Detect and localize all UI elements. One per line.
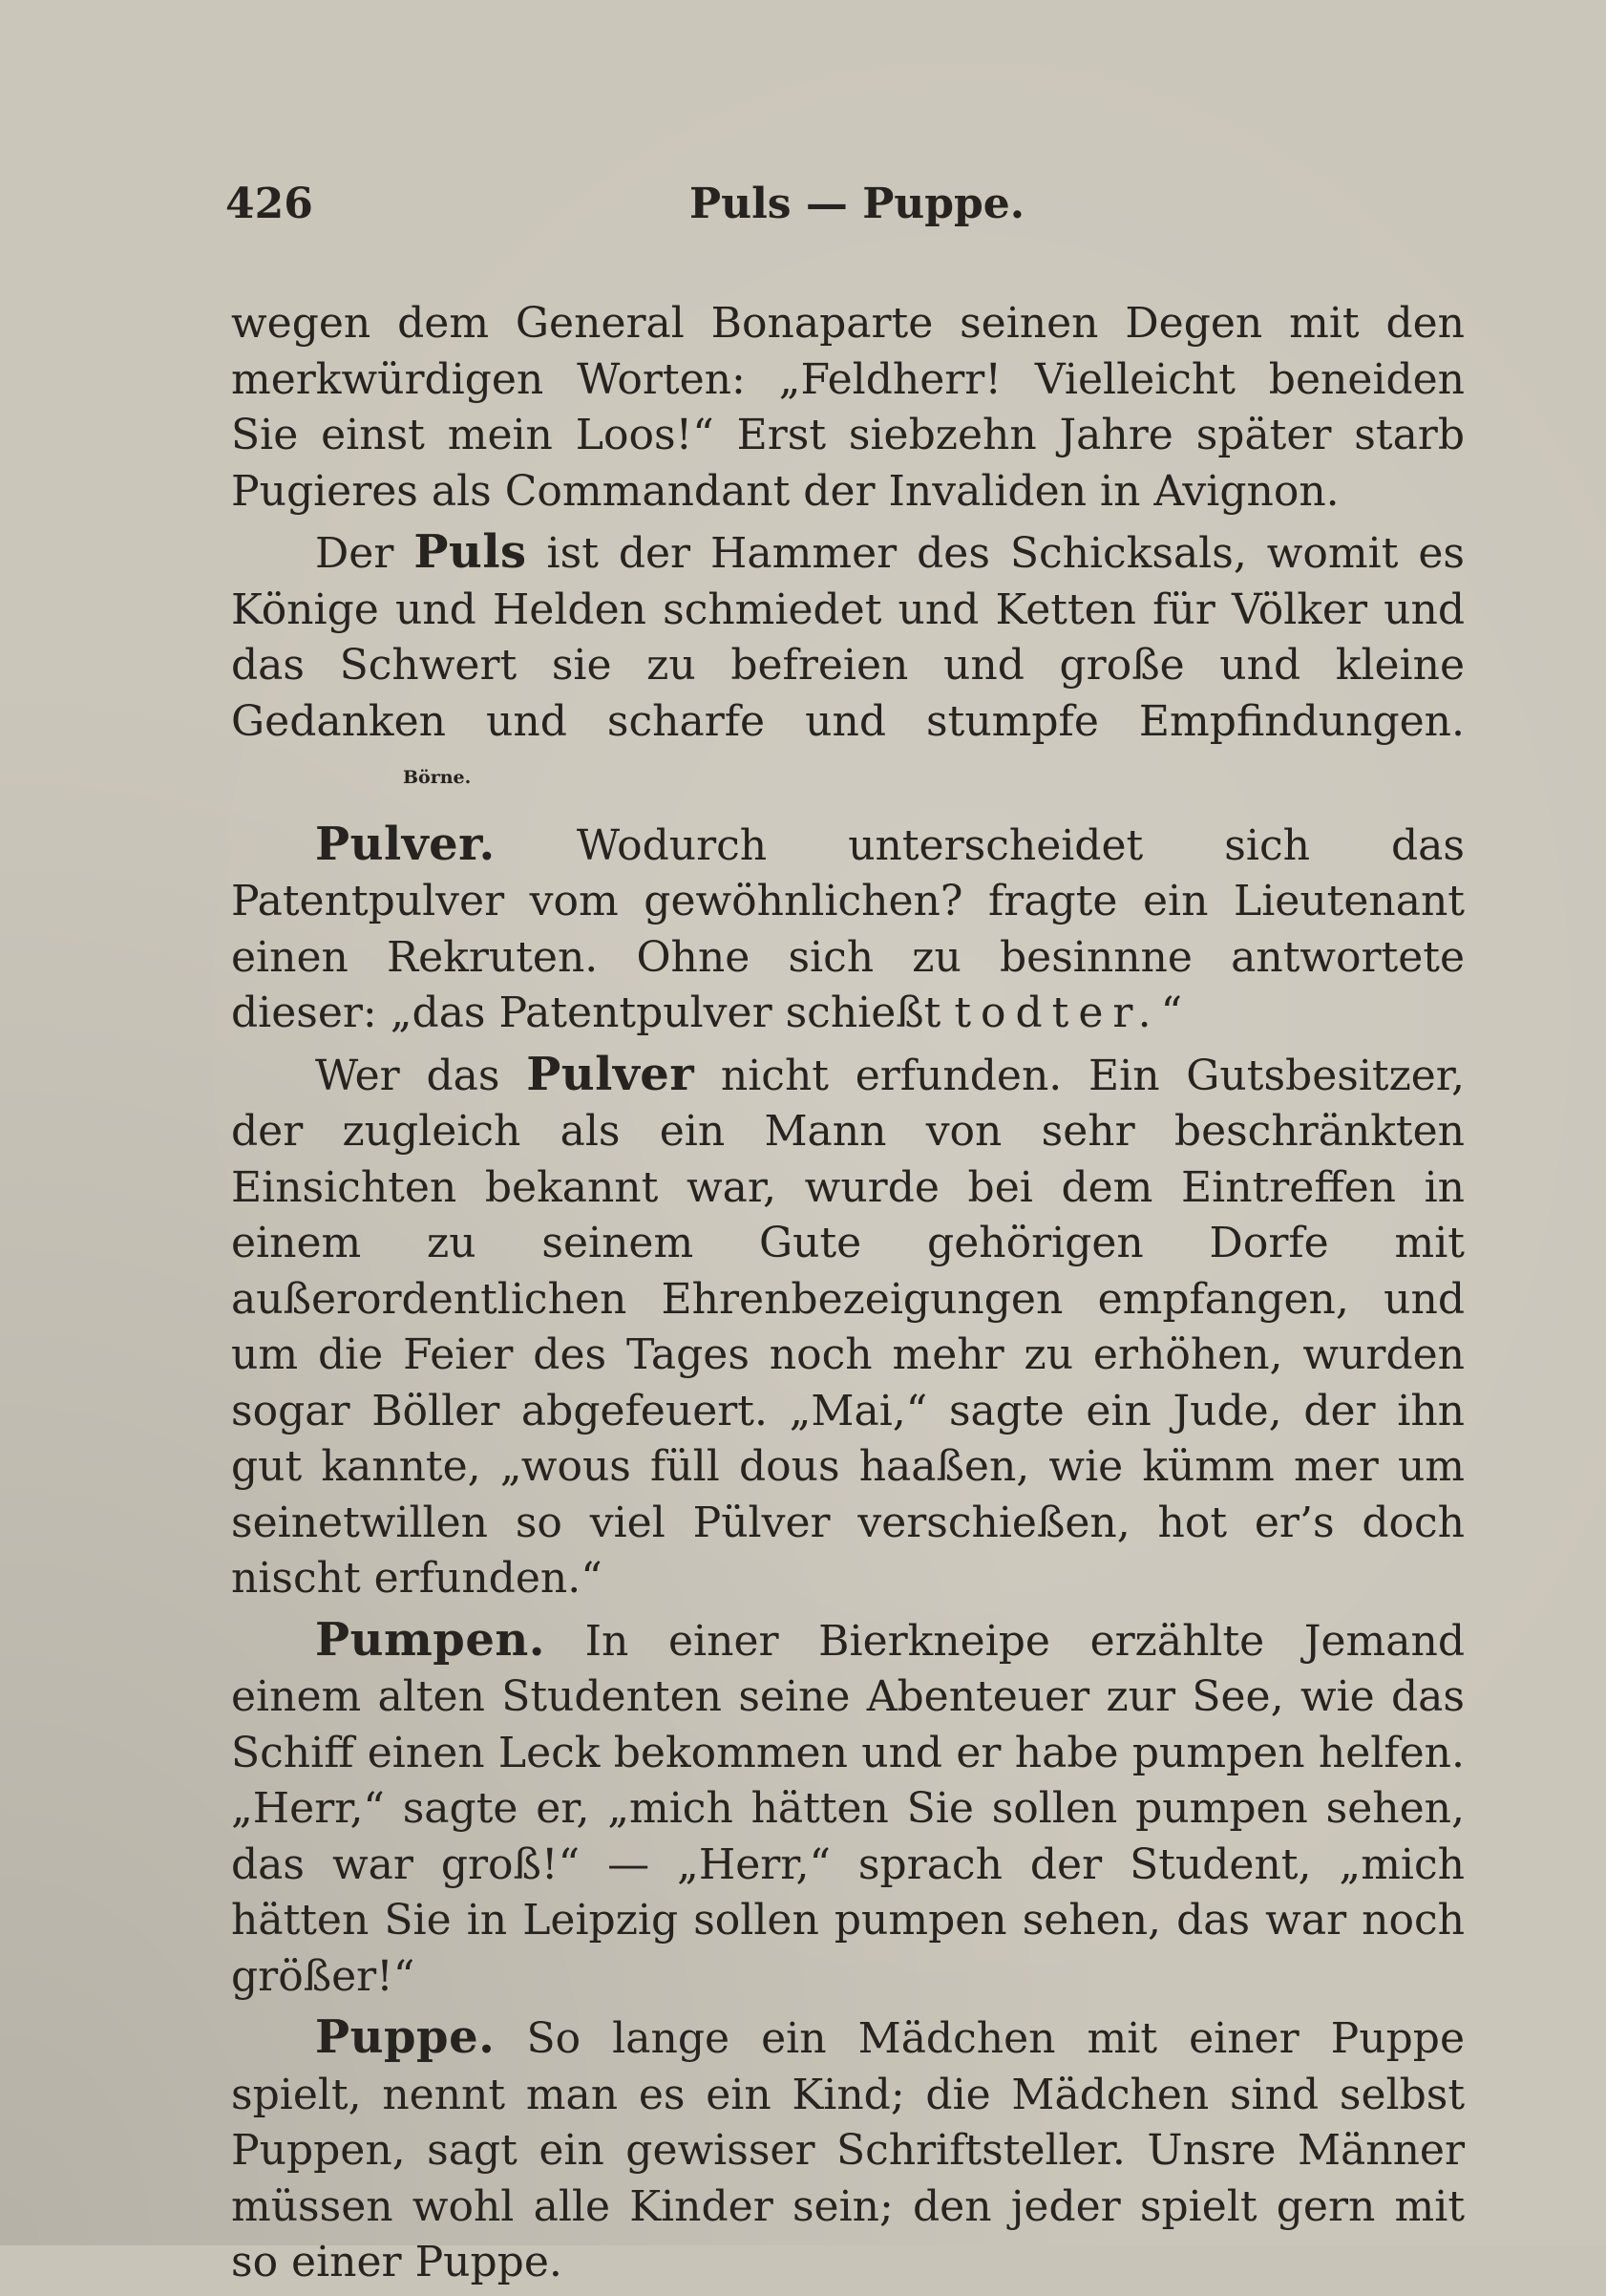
entry-puls <box>231 524 1465 812</box>
entry-keyword: Puls <box>413 525 527 579</box>
entry-keyword: Pumpen. <box>315 1612 545 1667</box>
page-number: 426 <box>225 180 313 228</box>
entry-text: ist der Hammer des Schicksals, womit es Könige und Helden schmiedet und Ketten für Völker und das Schwert sie zu befreien und große und kleine Gedanken und scharfe und stumpfe Empfindungen. <box>231 529 1465 746</box>
page-body <box>231 296 1465 2296</box>
paragraph-continuation <box>231 296 1465 520</box>
entry-lead-text: Der <box>315 529 394 578</box>
entry-lead-text: Wer das <box>315 1051 500 1100</box>
entry-text: So lange ein Mädchen mit einer Puppe spielt, nennt man es ein Kind; die Mädchen sind selbst Puppen, sagt ein gewisser Schriftsteller. Unsre Männer müssen wohl alle Kinder sein; den jeder spielt gern mit so einer Puppe. <box>231 2014 1465 2286</box>
entry-text: In einer Bierkneipe erzählte Jemand einem alten Studenten seine Abenteuer zur See, wie das Schiff einen Leck bekommen und er habe pumpen helfen. „Herr,“ sagte er, „mich hätten Sie sollen pumpen sehen, das war groß!“ — „Herr,“ sprach der Student, „mich hätten Sie in Leipzig sollen pumpen sehen, das war noch größer!“ <box>231 1616 1465 2001</box>
running-title: Puls — Puppe. <box>689 180 1025 228</box>
author-signature: Börne. <box>403 767 472 788</box>
entry-puppe <box>231 2009 1465 2291</box>
entry-pulver <box>231 817 1465 1042</box>
entry-text: Wodurch unterscheidet sich das Patentpulver vom gewöhnlichen? fragte ein Lieutenant einen Rekruten. Ohne sich zu besinnne antwortete dieser: „das Patentpulver schießt <box>231 820 1465 1037</box>
paragraph-text: wegen dem General Bonaparte seinen Degen mit den merkwürdigen Worten: „Feldherr! Vielleicht beneiden Sie einst mein Loos!“ Erst siebzehn Jahre später starb Pugieres als Commandant der Invaliden in Avignon. <box>231 299 1465 516</box>
entry-pumpen <box>231 1612 1465 2006</box>
entry-text: nicht erfunden. Ein Gutsbesitzer, der zugleich als ein Mann von sehr beschränkten Einsichten bekannt war, wurde bei dem Eintreffen in einem zu seinem Gute gehörigen Dorfe mit außerordentlichen Ehrenbezeigungen empfangen, und um die Feier des Tages noch mehr zu erhöhen, wurden sogar Böller abgefeuert. „Mai,“ sagte ein Jude, der ihn gut kannte, „wous füll dous haaßen, wie kümm mer um seinetwillen so viel Pülver verschießen, hot er’s doch nischt erfunden.“ <box>231 1051 1465 1603</box>
page-header <box>225 174 1467 241</box>
spaced-emphasis: todter.“ <box>954 989 1193 1037</box>
entry-keyword: Puppe. <box>315 2010 496 2064</box>
entry-keyword: Pulver <box>526 1047 695 1101</box>
entry-pulver-erfunden <box>231 1047 1465 1607</box>
entry-keyword: Pulver. <box>315 817 496 871</box>
